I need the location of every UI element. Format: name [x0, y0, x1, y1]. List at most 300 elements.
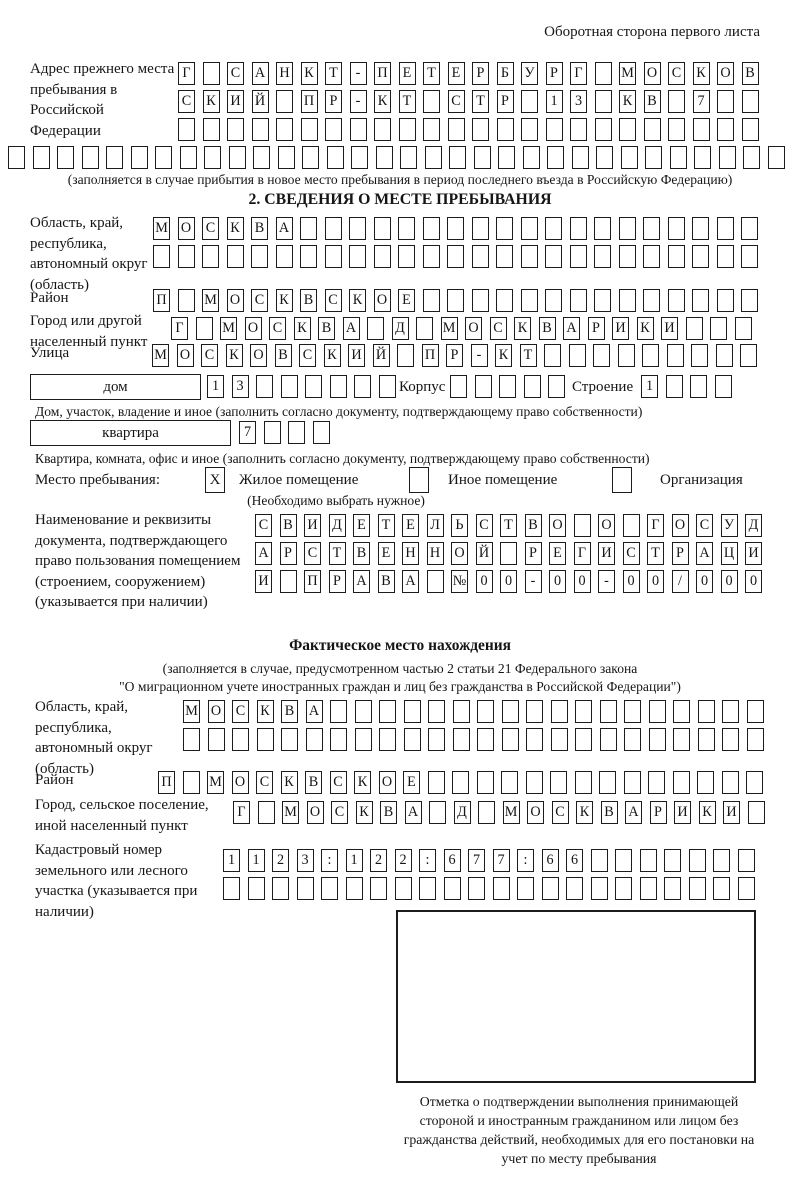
char-box[interactable]: К	[374, 90, 391, 113]
char-box[interactable]: В	[380, 801, 397, 824]
char-box[interactable]: О	[208, 700, 225, 723]
char-box[interactable]	[280, 570, 297, 593]
char-box[interactable]	[689, 849, 706, 872]
char-box[interactable]: И	[745, 542, 762, 565]
char-box[interactable]	[521, 245, 538, 268]
char-box[interactable]	[208, 728, 225, 751]
char-box[interactable]: Ь	[451, 514, 468, 537]
char-box[interactable]	[502, 728, 519, 751]
char-box[interactable]	[379, 728, 396, 751]
char-box[interactable]	[572, 146, 589, 169]
char-box[interactable]	[404, 728, 421, 751]
char-box[interactable]: Г	[178, 62, 195, 85]
char-box[interactable]: :	[419, 849, 436, 872]
char-box[interactable]	[713, 877, 730, 900]
char-box[interactable]	[624, 771, 641, 794]
char-box[interactable]	[379, 375, 396, 398]
char-box[interactable]	[453, 700, 470, 723]
char-box[interactable]: -	[598, 570, 615, 593]
char-box[interactable]: К	[356, 801, 373, 824]
char-box[interactable]	[548, 375, 565, 398]
char-box[interactable]: Г	[574, 542, 591, 565]
char-box[interactable]	[281, 375, 298, 398]
char-box[interactable]	[594, 245, 611, 268]
char-box[interactable]	[743, 146, 760, 169]
char-box[interactable]	[429, 801, 446, 824]
char-box[interactable]	[398, 245, 415, 268]
char-box[interactable]: М	[282, 801, 299, 824]
char-box[interactable]: И	[674, 801, 691, 824]
char-box[interactable]	[521, 289, 538, 312]
char-box[interactable]: М	[619, 62, 636, 85]
char-box[interactable]	[474, 146, 491, 169]
char-box[interactable]: П	[153, 289, 170, 312]
char-box[interactable]	[499, 375, 516, 398]
char-box[interactable]	[621, 146, 638, 169]
char-box[interactable]: 1	[641, 375, 658, 398]
char-box[interactable]	[502, 700, 519, 723]
char-box[interactable]: Й	[252, 90, 269, 113]
char-box[interactable]	[666, 375, 683, 398]
char-box[interactable]	[258, 801, 275, 824]
char-box[interactable]	[447, 289, 464, 312]
char-box[interactable]	[355, 700, 372, 723]
char-box[interactable]	[698, 728, 715, 751]
char-box[interactable]	[202, 245, 219, 268]
char-box[interactable]: А	[563, 317, 580, 340]
char-box[interactable]	[330, 728, 347, 751]
char-box[interactable]: Р	[497, 90, 514, 113]
char-box[interactable]	[517, 877, 534, 900]
char-box[interactable]: С	[178, 90, 195, 113]
char-box[interactable]	[419, 877, 436, 900]
char-box[interactable]	[570, 289, 587, 312]
stay-type-checkbox-organization[interactable]	[612, 467, 632, 493]
char-box[interactable]: А	[276, 217, 293, 240]
char-box[interactable]: 0	[745, 570, 762, 593]
char-box[interactable]	[619, 289, 636, 312]
char-box[interactable]: И	[598, 542, 615, 565]
char-box[interactable]: У	[721, 514, 738, 537]
char-box[interactable]: К	[281, 771, 298, 794]
char-box[interactable]: И	[723, 801, 740, 824]
char-box[interactable]	[717, 289, 734, 312]
char-box[interactable]	[668, 245, 685, 268]
char-box[interactable]	[742, 90, 759, 113]
char-box[interactable]: М	[220, 317, 237, 340]
char-box[interactable]	[346, 877, 363, 900]
char-box[interactable]	[404, 700, 421, 723]
char-box[interactable]	[649, 700, 666, 723]
char-box[interactable]	[741, 217, 758, 240]
char-box[interactable]: Г	[171, 317, 188, 340]
char-box[interactable]	[768, 146, 785, 169]
char-box[interactable]: 1	[223, 849, 240, 872]
char-box[interactable]: Р	[588, 317, 605, 340]
char-box[interactable]	[374, 217, 391, 240]
char-box[interactable]	[643, 217, 660, 240]
char-box[interactable]	[428, 700, 445, 723]
char-box[interactable]: С	[304, 542, 321, 565]
char-box[interactable]: О	[245, 317, 262, 340]
char-box[interactable]	[673, 771, 690, 794]
char-box[interactable]	[444, 877, 461, 900]
char-box[interactable]	[575, 728, 592, 751]
char-box[interactable]	[276, 245, 293, 268]
char-box[interactable]: А	[405, 801, 422, 824]
char-box[interactable]	[615, 877, 632, 900]
char-box[interactable]: О	[717, 62, 734, 85]
char-box[interactable]: 3	[570, 90, 587, 113]
char-box[interactable]	[545, 217, 562, 240]
char-box[interactable]: Т	[399, 90, 416, 113]
char-box[interactable]	[472, 289, 489, 312]
char-box[interactable]	[278, 146, 295, 169]
char-box[interactable]: С	[490, 317, 507, 340]
char-box[interactable]: К	[576, 801, 593, 824]
char-box[interactable]: О	[451, 542, 468, 565]
char-box[interactable]	[325, 217, 342, 240]
char-box[interactable]: Р	[546, 62, 563, 85]
char-box[interactable]	[351, 146, 368, 169]
char-box[interactable]: А	[343, 317, 360, 340]
char-box[interactable]	[477, 771, 494, 794]
char-box[interactable]: -	[350, 62, 367, 85]
char-box[interactable]	[423, 289, 440, 312]
char-box[interactable]: С	[448, 90, 465, 113]
char-box[interactable]: М	[153, 217, 170, 240]
char-box[interactable]	[692, 245, 709, 268]
char-box[interactable]: /	[672, 570, 689, 593]
char-box[interactable]	[640, 849, 657, 872]
char-box[interactable]	[694, 146, 711, 169]
char-box[interactable]: О	[379, 771, 396, 794]
char-box[interactable]	[673, 728, 690, 751]
char-box[interactable]: 2	[370, 849, 387, 872]
char-box[interactable]	[447, 245, 464, 268]
char-box[interactable]	[591, 849, 608, 872]
char-box[interactable]	[640, 877, 657, 900]
char-box[interactable]	[575, 771, 592, 794]
char-box[interactable]	[747, 728, 764, 751]
char-box[interactable]	[349, 217, 366, 240]
char-box[interactable]: С	[325, 289, 342, 312]
char-box[interactable]: Г	[647, 514, 664, 537]
char-box[interactable]	[472, 245, 489, 268]
char-box[interactable]: А	[625, 801, 642, 824]
char-box[interactable]	[521, 90, 538, 113]
char-box[interactable]: 6	[566, 849, 583, 872]
char-box[interactable]	[306, 728, 323, 751]
char-box[interactable]	[423, 217, 440, 240]
char-box[interactable]	[693, 118, 710, 141]
char-box[interactable]	[593, 344, 610, 367]
char-box[interactable]	[648, 771, 665, 794]
char-box[interactable]: М	[207, 771, 224, 794]
char-box[interactable]	[667, 344, 684, 367]
char-box[interactable]: Д	[329, 514, 346, 537]
char-box[interactable]: О	[227, 289, 244, 312]
char-box[interactable]: О	[374, 289, 391, 312]
char-box[interactable]: И	[304, 514, 321, 537]
char-box[interactable]: С	[668, 62, 685, 85]
char-box[interactable]	[33, 146, 50, 169]
char-box[interactable]	[546, 118, 563, 141]
char-box[interactable]: К	[693, 62, 710, 85]
char-box[interactable]: О	[527, 801, 544, 824]
char-box[interactable]: В	[742, 62, 759, 85]
char-box[interactable]: 0	[549, 570, 566, 593]
char-box[interactable]	[615, 849, 632, 872]
char-box[interactable]	[397, 344, 414, 367]
char-box[interactable]: П	[304, 570, 321, 593]
char-box[interactable]	[330, 700, 347, 723]
char-box[interactable]: К	[495, 344, 512, 367]
char-box[interactable]	[735, 317, 752, 340]
char-box[interactable]	[475, 375, 492, 398]
char-box[interactable]: Т	[472, 90, 489, 113]
char-box[interactable]	[717, 118, 734, 141]
char-box[interactable]: Т	[378, 514, 395, 537]
char-box[interactable]	[493, 877, 510, 900]
char-box[interactable]	[524, 375, 541, 398]
char-box[interactable]: 1	[248, 849, 265, 872]
char-box[interactable]: С	[623, 542, 640, 565]
char-box[interactable]: С	[696, 514, 713, 537]
char-box[interactable]: А	[696, 542, 713, 565]
char-box[interactable]: В	[644, 90, 661, 113]
char-box[interactable]	[477, 700, 494, 723]
char-box[interactable]	[449, 146, 466, 169]
char-box[interactable]	[447, 217, 464, 240]
char-box[interactable]	[566, 877, 583, 900]
char-box[interactable]	[376, 146, 393, 169]
char-box[interactable]	[276, 118, 293, 141]
char-box[interactable]: П	[158, 771, 175, 794]
char-box[interactable]: 2	[395, 849, 412, 872]
char-box[interactable]	[747, 700, 764, 723]
char-box[interactable]: М	[503, 801, 520, 824]
char-box[interactable]	[452, 771, 469, 794]
char-box[interactable]: Е	[448, 62, 465, 85]
char-box[interactable]	[550, 771, 567, 794]
char-box[interactable]	[501, 771, 518, 794]
char-box[interactable]: 0	[647, 570, 664, 593]
char-box[interactable]: К	[203, 90, 220, 113]
char-box[interactable]	[325, 118, 342, 141]
char-box[interactable]	[623, 514, 640, 537]
char-box[interactable]: С	[269, 317, 286, 340]
char-box[interactable]	[321, 877, 338, 900]
char-box[interactable]	[599, 771, 616, 794]
char-box[interactable]: К	[324, 344, 341, 367]
char-box[interactable]: В	[281, 700, 298, 723]
char-box[interactable]	[523, 146, 540, 169]
char-box[interactable]: Р	[472, 62, 489, 85]
char-box[interactable]	[670, 146, 687, 169]
char-box[interactable]: Т	[325, 62, 342, 85]
char-box[interactable]: -	[525, 570, 542, 593]
char-box[interactable]	[251, 245, 268, 268]
char-box[interactable]	[717, 245, 734, 268]
char-box[interactable]: Р	[446, 344, 463, 367]
char-box[interactable]	[526, 700, 543, 723]
char-box[interactable]: 7	[468, 849, 485, 872]
char-box[interactable]	[664, 877, 681, 900]
char-box[interactable]	[227, 245, 244, 268]
char-box[interactable]	[472, 118, 489, 141]
char-box[interactable]: И	[227, 90, 244, 113]
char-box[interactable]	[330, 375, 347, 398]
char-box[interactable]: С	[255, 514, 272, 537]
char-box[interactable]: 0	[696, 570, 713, 593]
char-box[interactable]	[398, 217, 415, 240]
char-box[interactable]: 0	[500, 570, 517, 593]
char-box[interactable]: К	[301, 62, 318, 85]
char-box[interactable]: Е	[402, 514, 419, 537]
char-box[interactable]: П	[374, 62, 391, 85]
char-box[interactable]: 6	[542, 849, 559, 872]
char-box[interactable]: К	[699, 801, 716, 824]
char-box[interactable]: К	[227, 217, 244, 240]
char-box[interactable]: Т	[647, 542, 664, 565]
char-box[interactable]: И	[612, 317, 629, 340]
char-box[interactable]: С	[552, 801, 569, 824]
char-box[interactable]	[256, 375, 273, 398]
char-box[interactable]	[131, 146, 148, 169]
char-box[interactable]: С	[256, 771, 273, 794]
char-box[interactable]	[722, 771, 739, 794]
char-box[interactable]	[229, 146, 246, 169]
char-box[interactable]	[526, 728, 543, 751]
char-box[interactable]: К	[354, 771, 371, 794]
char-box[interactable]: Д	[392, 317, 409, 340]
char-box[interactable]	[82, 146, 99, 169]
char-box[interactable]: У	[521, 62, 538, 85]
char-box[interactable]	[741, 289, 758, 312]
char-box[interactable]	[57, 146, 74, 169]
char-box[interactable]	[595, 62, 612, 85]
char-box[interactable]	[619, 217, 636, 240]
char-box[interactable]: Р	[525, 542, 542, 565]
char-box[interactable]: 2	[272, 849, 289, 872]
char-box[interactable]: К	[514, 317, 531, 340]
char-box[interactable]	[691, 344, 708, 367]
char-box[interactable]: О	[307, 801, 324, 824]
char-box[interactable]	[300, 245, 317, 268]
char-box[interactable]	[276, 90, 293, 113]
char-box[interactable]	[252, 118, 269, 141]
char-box[interactable]	[645, 146, 662, 169]
char-box[interactable]: Ц	[721, 542, 738, 565]
char-box[interactable]	[370, 877, 387, 900]
char-box[interactable]	[423, 245, 440, 268]
char-box[interactable]	[643, 289, 660, 312]
char-box[interactable]: Т	[500, 514, 517, 537]
char-box[interactable]	[742, 118, 759, 141]
char-box[interactable]	[178, 245, 195, 268]
char-box[interactable]	[477, 728, 494, 751]
char-box[interactable]	[595, 90, 612, 113]
char-box[interactable]	[203, 118, 220, 141]
char-box[interactable]	[248, 877, 265, 900]
char-box[interactable]	[547, 146, 564, 169]
char-box[interactable]	[644, 118, 661, 141]
char-box[interactable]	[692, 217, 709, 240]
char-box[interactable]	[183, 771, 200, 794]
char-box[interactable]: 7	[693, 90, 710, 113]
char-box[interactable]: В	[539, 317, 556, 340]
char-box[interactable]	[591, 877, 608, 900]
char-box[interactable]	[722, 728, 739, 751]
char-box[interactable]: Р	[672, 542, 689, 565]
char-box[interactable]	[354, 375, 371, 398]
char-box[interactable]: 1	[546, 90, 563, 113]
stay-type-checkbox-other-premises[interactable]	[409, 467, 429, 493]
char-box[interactable]	[686, 317, 703, 340]
char-box[interactable]	[478, 801, 495, 824]
char-box[interactable]	[526, 771, 543, 794]
char-box[interactable]	[374, 118, 391, 141]
char-box[interactable]: А	[252, 62, 269, 85]
char-box[interactable]	[496, 289, 513, 312]
char-box[interactable]: Д	[454, 801, 471, 824]
char-box[interactable]	[450, 375, 467, 398]
char-box[interactable]	[232, 728, 249, 751]
char-box[interactable]	[428, 728, 445, 751]
char-box[interactable]	[223, 877, 240, 900]
char-box[interactable]	[203, 62, 220, 85]
char-box[interactable]	[668, 118, 685, 141]
char-box[interactable]	[496, 245, 513, 268]
char-box[interactable]	[472, 217, 489, 240]
char-box[interactable]	[575, 700, 592, 723]
char-box[interactable]	[367, 317, 384, 340]
char-box[interactable]	[297, 877, 314, 900]
char-box[interactable]: К	[637, 317, 654, 340]
char-box[interactable]: В	[353, 542, 370, 565]
char-box[interactable]: И	[255, 570, 272, 593]
stay-type-checkbox-residential[interactable]: X	[205, 467, 225, 493]
char-box[interactable]	[596, 146, 613, 169]
char-box[interactable]	[738, 877, 755, 900]
char-box[interactable]	[544, 344, 561, 367]
char-box[interactable]	[624, 700, 641, 723]
char-box[interactable]	[690, 375, 707, 398]
char-box[interactable]	[698, 700, 715, 723]
char-box[interactable]	[668, 289, 685, 312]
char-box[interactable]: Е	[399, 62, 416, 85]
char-box[interactable]	[692, 289, 709, 312]
char-box[interactable]	[551, 700, 568, 723]
char-box[interactable]: И	[348, 344, 365, 367]
char-box[interactable]: В	[280, 514, 297, 537]
char-box[interactable]: В	[305, 771, 322, 794]
char-box[interactable]: О	[549, 514, 566, 537]
char-box[interactable]	[618, 344, 635, 367]
char-box[interactable]: 3	[232, 375, 249, 398]
char-box[interactable]	[400, 146, 417, 169]
char-box[interactable]	[642, 344, 659, 367]
char-box[interactable]	[600, 700, 617, 723]
char-box[interactable]: В	[378, 570, 395, 593]
char-box[interactable]: Б	[497, 62, 514, 85]
char-box[interactable]: О	[644, 62, 661, 85]
char-box[interactable]	[664, 849, 681, 872]
char-box[interactable]: -	[471, 344, 488, 367]
char-box[interactable]: Т	[520, 344, 537, 367]
char-box[interactable]	[697, 771, 714, 794]
